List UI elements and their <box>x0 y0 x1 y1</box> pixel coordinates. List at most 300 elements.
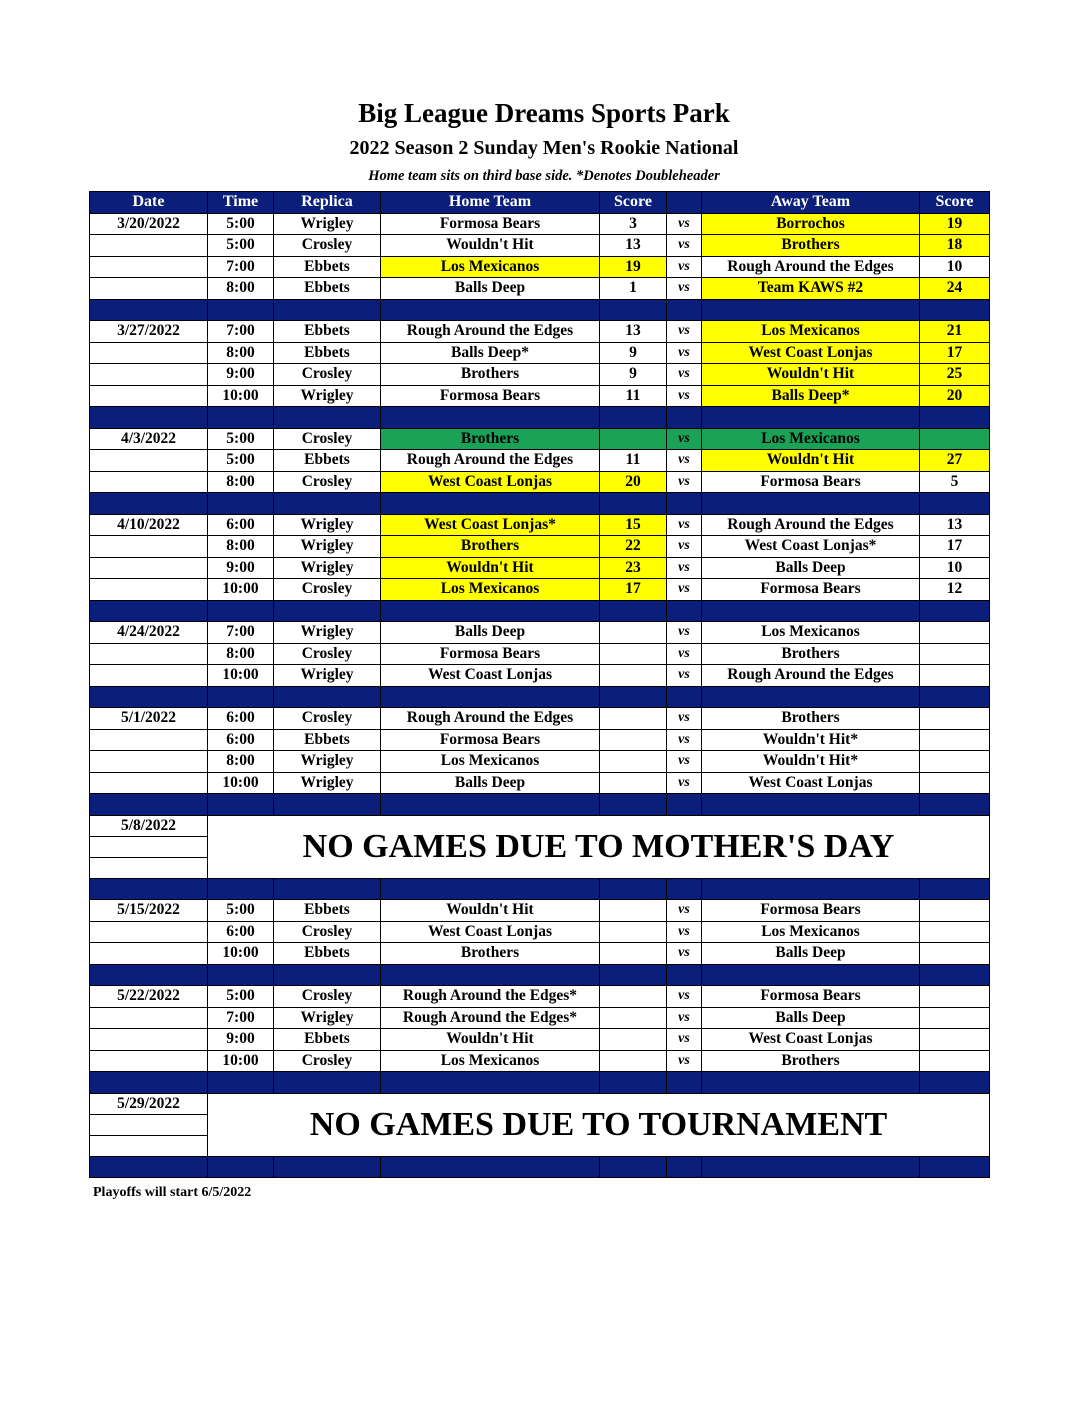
game-time: 6:00 <box>208 514 274 536</box>
game-row <box>90 729 990 751</box>
away-team: Formosa Bears <box>702 900 920 922</box>
home-team: Brothers <box>381 364 600 386</box>
week-date <box>90 643 208 665</box>
away-team: Wouldn't Hit* <box>702 729 920 751</box>
home-score <box>600 986 667 1008</box>
separator-cell <box>381 1072 600 1094</box>
home-score <box>600 622 667 644</box>
separator-cell <box>381 600 600 622</box>
game-time: 5:00 <box>208 213 274 235</box>
no-games-message: NO GAMES DUE TO TOURNAMENT <box>208 1093 990 1156</box>
vs-label: vs <box>667 364 702 386</box>
no-games-row <box>90 1093 990 1114</box>
separator-cell <box>90 686 208 708</box>
home-team: Wouldn't Hit <box>381 557 600 579</box>
game-time: 6:00 <box>208 708 274 730</box>
separator-cell <box>90 878 208 900</box>
separator-cell <box>90 299 208 321</box>
home-team: Balls Deep <box>381 772 600 794</box>
game-replica: Crosley <box>274 643 381 665</box>
game-replica: Crosley <box>274 921 381 943</box>
empty-date-cell <box>90 836 208 857</box>
away-team: West Coast Lonjas <box>702 342 920 364</box>
col-time: Time <box>208 192 274 214</box>
game-time: 8:00 <box>208 751 274 773</box>
game-replica: Ebbets <box>274 321 381 343</box>
game-row <box>90 514 990 536</box>
away-team: Wouldn't Hit <box>702 364 920 386</box>
separator-cell <box>667 878 702 900</box>
separator-cell <box>920 600 990 622</box>
game-replica: Wrigley <box>274 514 381 536</box>
separator-cell <box>667 493 702 515</box>
home-team: Formosa Bears <box>381 385 600 407</box>
game-row <box>90 643 990 665</box>
away-team: Balls Deep <box>702 943 920 965</box>
game-row <box>90 321 990 343</box>
away-score: 19 <box>920 213 990 235</box>
vs-label: vs <box>667 708 702 730</box>
away-team: Brothers <box>702 1050 920 1072</box>
game-replica: Wrigley <box>274 622 381 644</box>
away-team: Rough Around the Edges <box>702 256 920 278</box>
vs-label: vs <box>667 579 702 601</box>
vs-label: vs <box>667 536 702 558</box>
home-team: Los Mexicanos <box>381 1050 600 1072</box>
separator-row <box>90 493 990 515</box>
away-score: 18 <box>920 235 990 257</box>
game-replica: Wrigley <box>274 385 381 407</box>
game-time: 10:00 <box>208 665 274 687</box>
separator-cell <box>667 299 702 321</box>
game-row <box>90 450 990 472</box>
home-team: Brothers <box>381 428 600 450</box>
home-score: 20 <box>600 471 667 493</box>
separator-row <box>90 299 990 321</box>
week-date <box>90 235 208 257</box>
separator-cell <box>600 299 667 321</box>
schedule-table <box>89 191 990 1178</box>
vs-label: vs <box>667 986 702 1008</box>
empty-date-cell <box>90 1135 208 1156</box>
home-team: Rough Around the Edges <box>381 708 600 730</box>
game-row <box>90 579 990 601</box>
vs-label: vs <box>667 921 702 943</box>
home-score <box>600 772 667 794</box>
game-replica: Ebbets <box>274 1029 381 1051</box>
game-replica: Ebbets <box>274 729 381 751</box>
page-title: Big League Dreams Sports Park <box>358 98 730 128</box>
home-team: West Coast Lonjas <box>381 921 600 943</box>
week-date: 5/1/2022 <box>90 708 208 730</box>
game-replica: Wrigley <box>274 213 381 235</box>
separator-cell <box>381 686 600 708</box>
separator-cell <box>381 964 600 986</box>
week-date: 5/29/2022 <box>90 1093 208 1114</box>
separator-cell <box>274 964 381 986</box>
away-team: Formosa Bears <box>702 579 920 601</box>
vs-label: vs <box>667 213 702 235</box>
away-score <box>920 622 990 644</box>
separator-row <box>90 1072 990 1094</box>
home-team: Rough Around the Edges* <box>381 1007 600 1029</box>
week-date <box>90 1007 208 1029</box>
away-team: Formosa Bears <box>702 471 920 493</box>
game-time: 5:00 <box>208 900 274 922</box>
game-replica: Crosley <box>274 579 381 601</box>
game-replica: Ebbets <box>274 943 381 965</box>
away-score: 24 <box>920 278 990 300</box>
separator-cell <box>702 964 920 986</box>
separator-cell <box>667 686 702 708</box>
game-row <box>90 708 990 730</box>
separator-cell <box>667 407 702 429</box>
separator-row <box>90 964 990 986</box>
vs-label: vs <box>667 342 702 364</box>
home-team: Formosa Bears <box>381 729 600 751</box>
separator-row <box>90 794 990 816</box>
separator-cell <box>208 493 274 515</box>
game-row <box>90 986 990 1008</box>
away-team: Balls Deep* <box>702 385 920 407</box>
game-time: 5:00 <box>208 986 274 1008</box>
home-score: 3 <box>600 213 667 235</box>
home-score: 15 <box>600 514 667 536</box>
game-row <box>90 213 990 235</box>
game-row <box>90 1029 990 1051</box>
col-replica: Replica <box>274 192 381 214</box>
separator-cell <box>920 794 990 816</box>
game-replica: Ebbets <box>274 450 381 472</box>
home-score <box>600 751 667 773</box>
game-row <box>90 428 990 450</box>
game-time: 8:00 <box>208 536 274 558</box>
home-team: Rough Around the Edges* <box>381 986 600 1008</box>
vs-label: vs <box>667 450 702 472</box>
separator-cell <box>920 493 990 515</box>
home-score: 13 <box>600 235 667 257</box>
separator-cell <box>920 1072 990 1094</box>
separator-cell <box>274 878 381 900</box>
game-time: 7:00 <box>208 256 274 278</box>
home-score: 22 <box>600 536 667 558</box>
away-team: Wouldn't Hit* <box>702 751 920 773</box>
home-score <box>600 665 667 687</box>
week-date <box>90 1029 208 1051</box>
game-row <box>90 342 990 364</box>
separator-cell <box>667 964 702 986</box>
col-away-score: Score <box>920 192 990 214</box>
away-team: Borrochos <box>702 213 920 235</box>
away-team: Rough Around the Edges <box>702 514 920 536</box>
separator-cell <box>600 600 667 622</box>
away-team: Los Mexicanos <box>702 921 920 943</box>
home-score: 1 <box>600 278 667 300</box>
separator-cell <box>600 1072 667 1094</box>
page-note: Home team sits on third base side. *Denotes Doubleheader <box>368 168 720 184</box>
game-time: 10:00 <box>208 772 274 794</box>
separator-cell <box>381 493 600 515</box>
separator-cell <box>208 878 274 900</box>
separator-cell <box>90 600 208 622</box>
week-date <box>90 921 208 943</box>
week-date: 5/15/2022 <box>90 900 208 922</box>
away-score: 21 <box>920 321 990 343</box>
game-row <box>90 1007 990 1029</box>
header-row <box>90 192 990 214</box>
home-team: Formosa Bears <box>381 213 600 235</box>
home-team: Balls Deep* <box>381 342 600 364</box>
away-team: Brothers <box>702 643 920 665</box>
game-replica: Wrigley <box>274 751 381 773</box>
separator-cell <box>702 600 920 622</box>
away-team: Balls Deep <box>702 557 920 579</box>
separator-cell <box>920 299 990 321</box>
away-score <box>920 708 990 730</box>
separator-row <box>90 600 990 622</box>
separator-cell <box>274 1156 381 1178</box>
game-row <box>90 751 990 773</box>
vs-label: vs <box>667 278 702 300</box>
separator-cell <box>702 686 920 708</box>
separator-cell <box>702 1072 920 1094</box>
separator-cell <box>381 407 600 429</box>
game-time: 8:00 <box>208 278 274 300</box>
away-score: 17 <box>920 536 990 558</box>
game-replica: Crosley <box>274 428 381 450</box>
game-replica: Ebbets <box>274 278 381 300</box>
week-date <box>90 450 208 472</box>
away-score: 13 <box>920 514 990 536</box>
away-score: 12 <box>920 579 990 601</box>
separator-cell <box>702 878 920 900</box>
separator-cell <box>920 1156 990 1178</box>
game-time: 10:00 <box>208 1050 274 1072</box>
vs-label: vs <box>667 622 702 644</box>
separator-cell <box>90 1156 208 1178</box>
game-row <box>90 943 990 965</box>
separator-cell <box>90 1072 208 1094</box>
week-date <box>90 278 208 300</box>
away-score: 10 <box>920 256 990 278</box>
home-team: West Coast Lonjas* <box>381 514 600 536</box>
game-replica: Crosley <box>274 708 381 730</box>
away-score <box>920 428 990 450</box>
game-time: 5:00 <box>208 450 274 472</box>
empty-date-cell <box>90 1114 208 1135</box>
home-team: Wouldn't Hit <box>381 900 600 922</box>
game-row <box>90 772 990 794</box>
vs-label: vs <box>667 557 702 579</box>
week-date <box>90 256 208 278</box>
separator-cell <box>208 794 274 816</box>
home-score <box>600 1029 667 1051</box>
week-date <box>90 1050 208 1072</box>
game-time: 5:00 <box>208 235 274 257</box>
game-time: 10:00 <box>208 943 274 965</box>
game-replica: Wrigley <box>274 557 381 579</box>
away-team: Wouldn't Hit <box>702 450 920 472</box>
separator-cell <box>667 600 702 622</box>
away-team: Brothers <box>702 708 920 730</box>
game-time: 10:00 <box>208 579 274 601</box>
game-replica: Crosley <box>274 1050 381 1072</box>
separator-cell <box>667 1156 702 1178</box>
home-team: Los Mexicanos <box>381 579 600 601</box>
game-time: 8:00 <box>208 342 274 364</box>
separator-row <box>90 686 990 708</box>
home-score: 23 <box>600 557 667 579</box>
game-row <box>90 278 990 300</box>
game-time: 7:00 <box>208 321 274 343</box>
col-date: Date <box>90 192 208 214</box>
away-score <box>920 1050 990 1072</box>
away-score: 10 <box>920 557 990 579</box>
game-row <box>90 385 990 407</box>
separator-cell <box>600 686 667 708</box>
separator-cell <box>667 1072 702 1094</box>
game-replica: Crosley <box>274 471 381 493</box>
separator-cell <box>600 964 667 986</box>
home-score <box>600 729 667 751</box>
vs-label: vs <box>667 943 702 965</box>
away-score <box>920 900 990 922</box>
away-team: Rough Around the Edges <box>702 665 920 687</box>
away-score <box>920 643 990 665</box>
separator-cell <box>274 794 381 816</box>
separator-cell <box>381 794 600 816</box>
away-score <box>920 1007 990 1029</box>
vs-label: vs <box>667 643 702 665</box>
vs-label: vs <box>667 665 702 687</box>
game-time: 9:00 <box>208 557 274 579</box>
vs-label: vs <box>667 751 702 773</box>
away-score: 5 <box>920 471 990 493</box>
no-games-row <box>90 815 990 836</box>
home-team: Rough Around the Edges <box>381 450 600 472</box>
separator-cell <box>381 299 600 321</box>
week-date: 4/10/2022 <box>90 514 208 536</box>
home-team: Los Mexicanos <box>381 256 600 278</box>
away-team: Brothers <box>702 235 920 257</box>
away-team: Los Mexicanos <box>702 428 920 450</box>
game-time: 6:00 <box>208 729 274 751</box>
week-date <box>90 385 208 407</box>
vs-label: vs <box>667 385 702 407</box>
game-replica: Crosley <box>274 364 381 386</box>
away-team: West Coast Lonjas <box>702 772 920 794</box>
home-score <box>600 708 667 730</box>
separator-cell <box>208 1156 274 1178</box>
vs-label: vs <box>667 900 702 922</box>
game-replica: Crosley <box>274 235 381 257</box>
week-date <box>90 471 208 493</box>
separator-cell <box>274 1072 381 1094</box>
away-team: Balls Deep <box>702 1007 920 1029</box>
separator-cell <box>208 964 274 986</box>
separator-cell <box>90 964 208 986</box>
game-time: 6:00 <box>208 921 274 943</box>
home-team: Wouldn't Hit <box>381 1029 600 1051</box>
home-score <box>600 900 667 922</box>
week-date: 5/22/2022 <box>90 986 208 1008</box>
game-time: 8:00 <box>208 643 274 665</box>
away-team: West Coast Lonjas <box>702 1029 920 1051</box>
game-replica: Wrigley <box>274 772 381 794</box>
home-score: 17 <box>600 579 667 601</box>
vs-label: vs <box>667 428 702 450</box>
away-score <box>920 1029 990 1051</box>
separator-cell <box>702 493 920 515</box>
separator-cell <box>274 299 381 321</box>
game-row <box>90 364 990 386</box>
game-row <box>90 235 990 257</box>
home-team: Formosa Bears <box>381 643 600 665</box>
game-row <box>90 471 990 493</box>
game-time: 8:00 <box>208 471 274 493</box>
week-date <box>90 364 208 386</box>
empty-date-cell <box>90 857 208 878</box>
away-team: Formosa Bears <box>702 986 920 1008</box>
week-date: 3/20/2022 <box>90 213 208 235</box>
separator-cell <box>208 600 274 622</box>
home-team: Wouldn't Hit <box>381 235 600 257</box>
col-home-score: Score <box>600 192 667 214</box>
separator-cell <box>208 1072 274 1094</box>
away-team: Los Mexicanos <box>702 321 920 343</box>
home-score: 9 <box>600 342 667 364</box>
game-time: 7:00 <box>208 622 274 644</box>
game-time: 9:00 <box>208 1029 274 1051</box>
separator-cell <box>381 1156 600 1178</box>
week-date <box>90 536 208 558</box>
home-team: Balls Deep <box>381 278 600 300</box>
separator-cell <box>920 686 990 708</box>
separator-cell <box>208 686 274 708</box>
separator-cell <box>702 794 920 816</box>
week-date: 3/27/2022 <box>90 321 208 343</box>
game-replica: Wrigley <box>274 1007 381 1029</box>
game-row <box>90 1050 990 1072</box>
game-replica: Ebbets <box>274 342 381 364</box>
game-replica: Ebbets <box>274 256 381 278</box>
game-replica: Ebbets <box>274 900 381 922</box>
home-score <box>600 428 667 450</box>
home-score: 9 <box>600 364 667 386</box>
separator-cell <box>90 407 208 429</box>
game-row <box>90 665 990 687</box>
home-score: 19 <box>600 256 667 278</box>
home-score: 11 <box>600 385 667 407</box>
week-date: 4/3/2022 <box>90 428 208 450</box>
separator-cell <box>600 407 667 429</box>
col-home-team: Home Team <box>381 192 600 214</box>
game-row <box>90 256 990 278</box>
away-score <box>920 921 990 943</box>
vs-label: vs <box>667 1050 702 1072</box>
week-date: 4/24/2022 <box>90 622 208 644</box>
game-time: 7:00 <box>208 1007 274 1029</box>
away-score <box>920 729 990 751</box>
game-replica: Wrigley <box>274 536 381 558</box>
separator-cell <box>208 407 274 429</box>
separator-cell <box>920 878 990 900</box>
separator-cell <box>600 493 667 515</box>
col-vs <box>667 192 702 214</box>
no-games-message: NO GAMES DUE TO MOTHER'S DAY <box>208 815 990 878</box>
separator-cell <box>600 1156 667 1178</box>
away-score: 27 <box>920 450 990 472</box>
